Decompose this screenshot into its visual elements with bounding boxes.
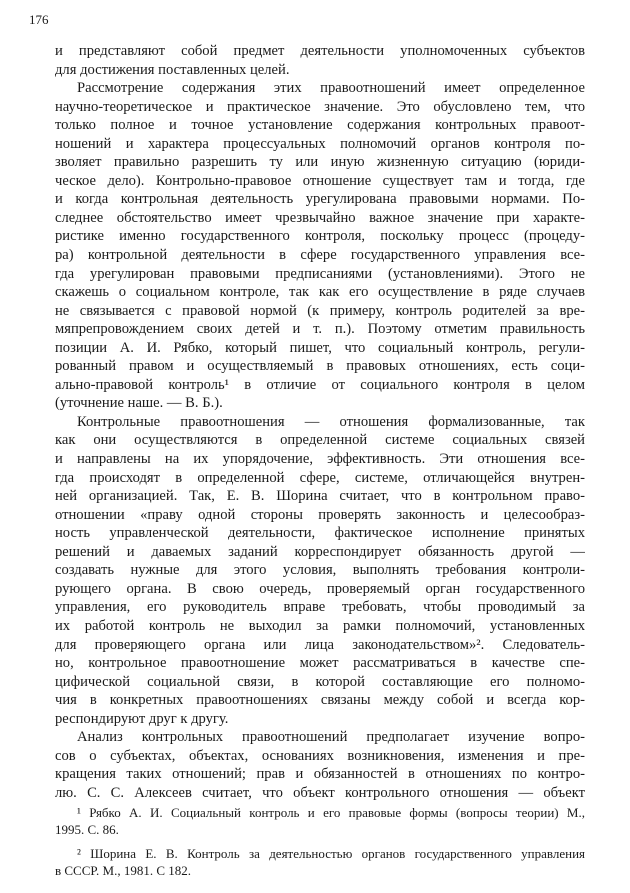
- text-line: цифической социальной связи, в которой составляющие его полномо-: [55, 673, 585, 690]
- footnote-line: ² Шорина Е. В. Контроль за деятельностью органов государственного управления: [77, 846, 585, 861]
- text-line: (уточнение наше. — В. Б.).: [55, 395, 223, 412]
- text-line: ра) контрольной деятельности в сфере государственного управления все-: [55, 247, 585, 264]
- text-line: мяпрепровождением своих детей и т. п.). Поэтому отметим правильность: [55, 321, 585, 338]
- text-line: гда происходят в определенной сфере, системе, отличающейся внутрен-: [55, 469, 585, 486]
- text-line: их работой контроль не выходил за рамки полномочий, установленных: [55, 617, 585, 634]
- text-line: как они осуществляются в определенной системе социальных связей: [55, 432, 585, 449]
- footnote-line: в СССР. М., 1981. С 182.: [55, 863, 191, 878]
- text-line: но, контрольное правоотношение может рассматриваться в качестве спе-: [55, 655, 585, 672]
- text-line: рующего органа. В свою очередь, проверяемый орган государственного: [55, 580, 585, 597]
- text-line: ней организацией. Так, Е. В. Шорина считает, что в контрольном право-: [55, 488, 585, 505]
- text-line: лю. С. С. Алексеев считает, что объект контрольного отношения — объект: [55, 784, 585, 801]
- text-line: респондируют друг к другу.: [55, 710, 229, 727]
- footnote-line: 1995. С. 86.: [55, 822, 119, 837]
- body-text: [55, 42, 585, 802]
- text-line: научно-теоретическое и практическое значение. Это обусловлено тем, что: [55, 98, 585, 115]
- text-line: Рассмотрение содержания этих правоотношений имеет определенное: [77, 80, 585, 97]
- text-line: кращения таких отношений; прав и обязанностей в отношениях по контро-: [55, 766, 585, 783]
- text-line: создавать нужные для этого условия, выполнять требования контроли-: [55, 562, 585, 579]
- text-line: позиции А. И. Рябко, который пишет, что социальный контроль, регули-: [55, 339, 585, 356]
- text-line: ристике именно государственного контроля, поскольку процесс (процеду-: [55, 228, 585, 245]
- text-line: гда урегулирован правовыми предписаниями (установлениями). Этого не: [55, 265, 585, 282]
- text-line: скажешь о социальном контроле, так как его осуществление в ряде случаев: [55, 284, 585, 301]
- text-line: и направлены на их упорядочение, эффективность. Эти отношения все-: [55, 451, 585, 468]
- page-number: 176: [29, 12, 49, 27]
- text-line: Анализ контрольных правоотношений предполагает изучение вопро-: [77, 729, 585, 746]
- text-line: ально-правовой контроль¹ в отличие от социального контроля в целом: [55, 376, 585, 393]
- footnote-line: ¹ Рябко А. И. Социальный контроль и его правовые формы (вопросы теории) М.,: [77, 805, 585, 820]
- text-line: отношении «праву одной стороны проверять законность и целесообраз-: [55, 506, 585, 523]
- text-line: и представляют собой предмет деятельности уполномоченных субъектов: [55, 43, 585, 59]
- text-line: ческое дело). Контрольно-правовое отношение существует там и тогда, где: [55, 172, 585, 189]
- text-line: ность управленческой деятельности, фактическое исполнение принятых: [55, 525, 585, 542]
- text-line: рованный правом и осуществляемый в правовых отношениях, есть соци-: [55, 358, 585, 375]
- text-line: для достижения поставленных целей.: [55, 61, 290, 78]
- text-line: сов о субъектах, объектах, основаниях возникновения, изменения и пре-: [55, 747, 585, 764]
- text-line: Контрольные правоотношения — отношения формализованные, так: [77, 413, 585, 430]
- text-line: зволяет правильно разрешить ту или иную жизненную ситуацию (юриди-: [55, 154, 585, 171]
- text-line: чия в конкретных правоотношениях связаны между собой и всегда кор-: [55, 692, 585, 709]
- text-line: решений и даваемых заданий корреспондирует обязанность другой —: [55, 543, 585, 560]
- text-line: только полное и точное установление содержания контрольных правоот-: [55, 117, 585, 134]
- footnotes: [55, 804, 585, 879]
- text-line: не связывается с правовой нормой (к примеру, контроль родителей за вре-: [55, 302, 585, 319]
- text-line: и когда контрольная деятельность урегулирована правовыми нормами. По-: [55, 191, 585, 208]
- text-line: для проверяющего органа или лица законодательством»². Следователь-: [55, 636, 585, 653]
- text-line: ношений и характера процессуальных полномочий органов контроля по-: [55, 135, 585, 152]
- text-line: управления, его руководитель вправе требовать, чтобы проводимый за: [55, 599, 585, 616]
- text-line: следнее обстоятельство имеет чрезвычайно важное значение при характе-: [55, 209, 585, 226]
